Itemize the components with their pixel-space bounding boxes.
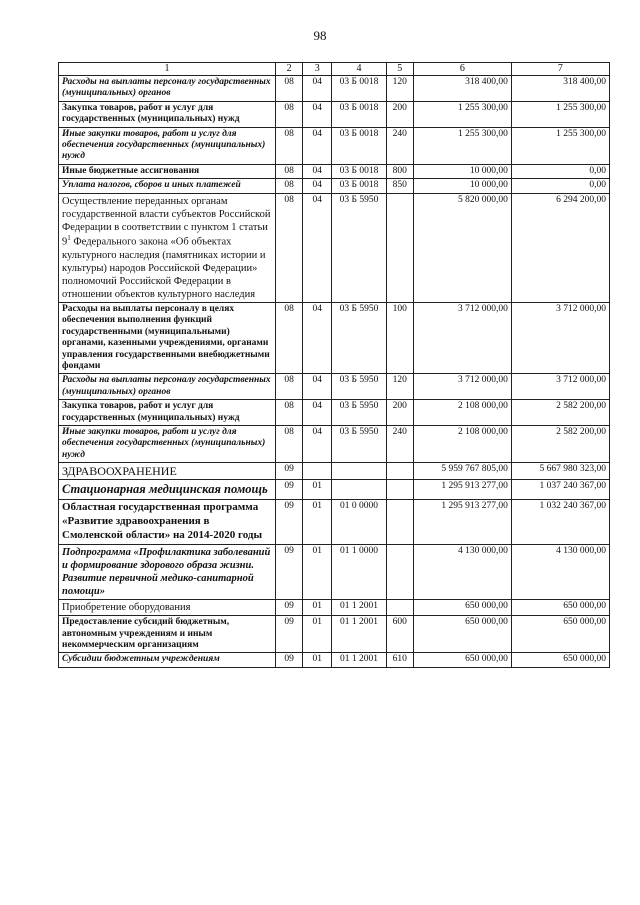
expense-type-code: 610: [386, 653, 413, 667]
subsection-code: 04: [303, 193, 332, 303]
section-code: 08: [276, 164, 303, 178]
subsection-code: 01: [303, 616, 332, 653]
expense-type-code: 600: [386, 616, 413, 653]
table-row: [59, 500, 610, 544]
row-name: Субсидии бюджетным учреждениям: [59, 653, 276, 667]
row-name-text: Осуществление переданных органам государственной власти субъектов Российской Федерации в соответствии с пунктом 1 статьи 9: [62, 195, 271, 248]
target-article-code: 03 Б 0018: [332, 101, 386, 127]
row-name: Областная государственная программа «Развитие здравоохранения в Смоленской области» на 2014-2020 годы: [59, 500, 276, 544]
section-code: 08: [276, 303, 303, 374]
section-code: 08: [276, 101, 303, 127]
section-code: 08: [276, 374, 303, 400]
amount-col7: 1 037 240 367,00: [511, 480, 609, 500]
section-code: 09: [276, 480, 303, 500]
amount-col6: 1 295 913 277,00: [413, 500, 511, 544]
amount-col7: 4 130 000,00: [511, 544, 609, 600]
amount-col7: 1 255 300,00: [511, 101, 609, 127]
expense-type-code: [386, 463, 413, 480]
section-code: 08: [276, 400, 303, 426]
footnote-superscript: 1: [67, 233, 71, 242]
target-article-code: 03 Б 0018: [332, 76, 386, 102]
section-code: 09: [276, 616, 303, 653]
amount-col7: 3 712 000,00: [511, 374, 609, 400]
amount-col7: 2 582 200,00: [511, 425, 609, 462]
amount-col7: 650 000,00: [511, 616, 609, 653]
subsection-code: 04: [303, 374, 332, 400]
amount-col6: 2 108 000,00: [413, 425, 511, 462]
table-row: [59, 303, 610, 374]
amount-col6: 5 959 767 805,00: [413, 463, 511, 480]
subsection-code: 04: [303, 127, 332, 164]
table-row: [59, 544, 610, 600]
row-name: Стационарная медицинская помощь: [59, 480, 276, 500]
row-name: Расходы на выплаты персоналу государственных (муниципальных) органов: [59, 374, 276, 400]
table-row: [59, 179, 610, 193]
amount-col6: 1 255 300,00: [413, 101, 511, 127]
target-article-code: 01 0 0000: [332, 500, 386, 544]
row-name: ЗДРАВООХРАНЕНИЕ: [59, 463, 276, 480]
column-header: 7: [511, 63, 609, 76]
column-header: 5: [386, 63, 413, 76]
subsection-code: 01: [303, 500, 332, 544]
target-article-code: 03 Б 5950: [332, 425, 386, 462]
amount-col6: 3 712 000,00: [413, 374, 511, 400]
target-article-code: 01 1 2001: [332, 600, 386, 616]
section-code: 09: [276, 653, 303, 667]
target-article-code: 03 Б 5950: [332, 303, 386, 374]
target-article-code: 03 Б 5950: [332, 400, 386, 426]
row-name: Подпрограмма «Профилактика заболеваний и формирование здорового образа жизни. Развитие первичной медико-санитарной помощи»: [59, 544, 276, 600]
expense-type-code: [386, 193, 413, 303]
expense-type-code: [386, 544, 413, 600]
subsection-code: 04: [303, 303, 332, 374]
amount-col6: 10 000,00: [413, 164, 511, 178]
expense-type-code: 200: [386, 400, 413, 426]
target-article-code: 01 1 0000: [332, 544, 386, 600]
expense-type-code: 120: [386, 374, 413, 400]
section-code: 09: [276, 463, 303, 480]
table-row: [59, 616, 610, 653]
amount-col6: 650 000,00: [413, 653, 511, 667]
table-header-row: [59, 63, 610, 76]
expense-type-code: [386, 600, 413, 616]
expense-type-code: 240: [386, 425, 413, 462]
table-row: [59, 76, 610, 102]
section-code: 09: [276, 544, 303, 600]
amount-col6: 5 820 000,00: [413, 193, 511, 303]
table-row: [59, 374, 610, 400]
amount-col7: 6 294 200,00: [511, 193, 609, 303]
table-row: [59, 600, 610, 616]
subsection-code: 04: [303, 179, 332, 193]
column-header: 3: [303, 63, 332, 76]
row-name: Закупка товаров, работ и услуг для государственных (муниципальных) нужд: [59, 400, 276, 426]
amount-col7: 318 400,00: [511, 76, 609, 102]
section-code: 08: [276, 127, 303, 164]
table-row: [59, 400, 610, 426]
table-row: [59, 425, 610, 462]
expense-type-code: 100: [386, 303, 413, 374]
amount-col7: 0,00: [511, 179, 609, 193]
row-name: Расходы на выплаты персоналу государственных (муниципальных) органов: [59, 76, 276, 102]
page-number: 98: [313, 28, 327, 43]
section-code: 08: [276, 179, 303, 193]
column-header: 1: [59, 63, 276, 76]
subsection-code: 01: [303, 600, 332, 616]
column-header: 4: [332, 63, 386, 76]
target-article-code: 01 1 2001: [332, 653, 386, 667]
expense-type-code: 800: [386, 164, 413, 178]
amount-col6: 2 108 000,00: [413, 400, 511, 426]
amount-col7: 2 582 200,00: [511, 400, 609, 426]
expense-type-code: 240: [386, 127, 413, 164]
subsection-code: 01: [303, 653, 332, 667]
target-article-code: 03 Б 0018: [332, 164, 386, 178]
target-article-code: 03 Б 0018: [332, 179, 386, 193]
amount-col6: 10 000,00: [413, 179, 511, 193]
row-name: Закупка товаров, работ и услуг для государственных (муниципальных) нужд: [59, 101, 276, 127]
section-code: 08: [276, 76, 303, 102]
subsection-code: 01: [303, 480, 332, 500]
table-row-subsection: [59, 480, 610, 500]
subsection-code: 04: [303, 101, 332, 127]
section-code: 08: [276, 193, 303, 303]
amount-col7: 650 000,00: [511, 653, 609, 667]
amount-col7: 3 712 000,00: [511, 303, 609, 374]
expense-type-code: [386, 500, 413, 544]
target-article-code: 01 1 2001: [332, 616, 386, 653]
table-row: [59, 164, 610, 178]
row-name: Иные закупки товаров, работ и услуг для обеспечения государственных (муниципальных) нужд: [59, 127, 276, 164]
row-name: Иные бюджетные ассигнования: [59, 164, 276, 178]
section-code: 09: [276, 500, 303, 544]
expense-type-code: [386, 480, 413, 500]
expense-type-code: 850: [386, 179, 413, 193]
amount-col6: 1 295 913 277,00: [413, 480, 511, 500]
section-code: 08: [276, 425, 303, 462]
amount-col6: 1 255 300,00: [413, 127, 511, 164]
amount-col7: 5 667 980 323,00: [511, 463, 609, 480]
column-header: 6: [413, 63, 511, 76]
subsection-code: 04: [303, 425, 332, 462]
target-article-code: [332, 463, 386, 480]
subsection-code: 04: [303, 400, 332, 426]
amount-col7: 0,00: [511, 164, 609, 178]
subsection-code: 04: [303, 76, 332, 102]
amount-col6: 3 712 000,00: [413, 303, 511, 374]
row-name: Приобретение оборудования: [59, 600, 276, 616]
row-name-text-cont: Федерального закона «Об объектах культурного наследия (памятниках истории и культуры) народов Российской Федерации» полномочий Российской Федерации в отношении объектов культурного наследия: [62, 236, 266, 300]
budget-table: [58, 62, 610, 668]
target-article-code: 03 Б 0018: [332, 127, 386, 164]
target-article-code: 03 Б 5950: [332, 193, 386, 303]
target-article-code: 03 Б 5950: [332, 374, 386, 400]
subsection-code: 01: [303, 544, 332, 600]
row-name: Расходы на выплаты персоналу в целях обеспечения выполнения функций государственными (муниципальными) органами, казенными учреждениями, органами управления государственными внебюджетными фондами: [59, 303, 276, 374]
amount-col7: 650 000,00: [511, 600, 609, 616]
expense-type-code: 120: [386, 76, 413, 102]
table-row: [59, 653, 610, 667]
table-row: [59, 127, 610, 164]
column-header: 2: [276, 63, 303, 76]
subsection-code: [303, 463, 332, 480]
row-name: Иные закупки товаров, работ и услуг для обеспечения государственных (муниципальных) нужд: [59, 425, 276, 462]
row-name: Уплата налогов, сборов и иных платежей: [59, 179, 276, 193]
row-name: [59, 193, 276, 303]
expense-type-code: 200: [386, 101, 413, 127]
row-name: Предоставление субсидий бюджетным, автономным учреждениям и иным некоммерческим организациям: [59, 616, 276, 653]
section-code: 09: [276, 600, 303, 616]
amount-col6: 650 000,00: [413, 600, 511, 616]
target-article-code: [332, 480, 386, 500]
amount-col7: 1 255 300,00: [511, 127, 609, 164]
amount-col7: 1 032 240 367,00: [511, 500, 609, 544]
table-row-section: [59, 463, 610, 480]
table-row: [59, 101, 610, 127]
subsection-code: 04: [303, 164, 332, 178]
amount-col6: 318 400,00: [413, 76, 511, 102]
amount-col6: 650 000,00: [413, 616, 511, 653]
table-row: [59, 193, 610, 303]
amount-col6: 4 130 000,00: [413, 544, 511, 600]
